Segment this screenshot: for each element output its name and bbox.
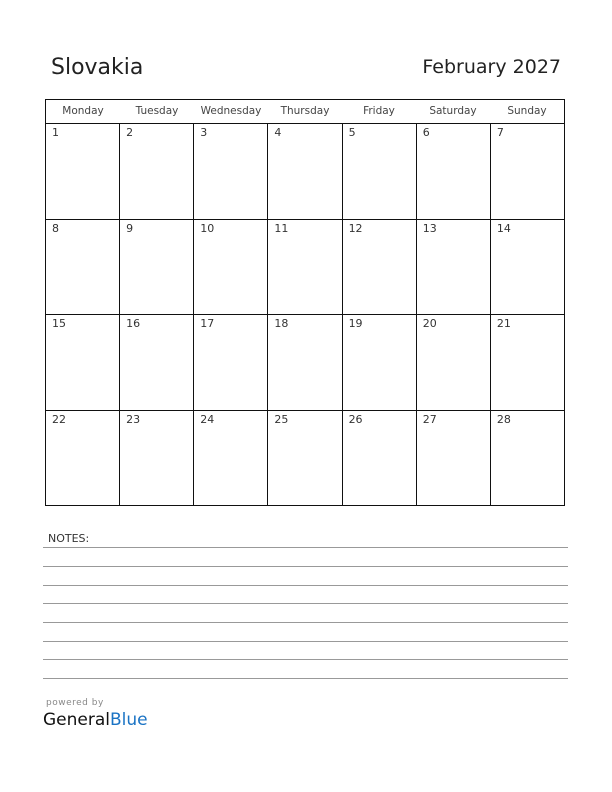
day-cell: 14	[496, 221, 511, 235]
day-cell: 2	[120, 124, 194, 219]
calendar-grid	[45, 99, 565, 506]
weekday-header-row	[46, 100, 564, 124]
day-cell: 3	[194, 124, 268, 219]
day-cell: 17	[194, 315, 268, 410]
day-cell: 5	[343, 124, 417, 219]
notes-line	[43, 641, 568, 642]
day-cell: 24	[194, 411, 268, 507]
weekday-tuesday: Tuesday	[135, 105, 179, 117]
day-cell: 9	[120, 220, 194, 315]
week-row-3	[46, 315, 564, 411]
day-cell: 23	[120, 411, 194, 507]
day-cell: 7	[496, 126, 504, 139]
day-cell: 15	[46, 315, 120, 410]
day-cell: 27	[417, 411, 491, 507]
generalblue-logo	[43, 710, 148, 730]
notes-line	[43, 585, 568, 586]
notes-line	[43, 678, 568, 679]
day-cell: 11	[268, 220, 342, 315]
brand-blue: Blue	[110, 710, 148, 730]
day-cell: 6	[417, 124, 491, 219]
weekday-friday: Friday	[363, 105, 395, 117]
day-cell: 10	[194, 220, 268, 315]
notes-label: NOTES:	[48, 532, 90, 545]
week-row-2	[46, 220, 564, 316]
country-title: Slovakia	[51, 55, 144, 80]
day-cell: 22	[46, 411, 120, 507]
weekday-monday: Monday	[62, 105, 104, 117]
day-cell: 19	[343, 315, 417, 410]
month-year-title: February 2027	[422, 56, 561, 78]
week-row-4	[46, 411, 564, 507]
day-cell: 16	[120, 315, 194, 410]
day-cell: 21	[496, 317, 511, 330]
day-cell: 28	[496, 412, 511, 426]
week-row-1	[46, 124, 564, 220]
notes-line	[43, 659, 568, 660]
day-cell: 18	[268, 315, 342, 410]
day-cell: 26	[343, 411, 417, 507]
weekday-thursday: Thursday	[280, 105, 330, 117]
notes-line	[43, 566, 568, 567]
brand-general: General	[43, 710, 110, 730]
day-cell: 13	[417, 220, 491, 315]
notes-line	[43, 603, 568, 604]
weekday-saturday: Saturday	[429, 105, 477, 117]
day-cell: 8	[46, 220, 120, 315]
powered-by-text: powered by	[46, 698, 104, 708]
day-cell: 20	[417, 315, 491, 410]
notes-line	[43, 547, 568, 548]
notes-line	[43, 622, 568, 623]
day-cell: 1	[46, 124, 120, 219]
day-cell: 25	[268, 411, 342, 507]
weekday-wednesday: Wednesday	[200, 105, 262, 117]
weekday-sunday: Sunday	[507, 105, 547, 117]
day-cell: 4	[268, 124, 342, 219]
day-cell: 12	[343, 220, 417, 315]
